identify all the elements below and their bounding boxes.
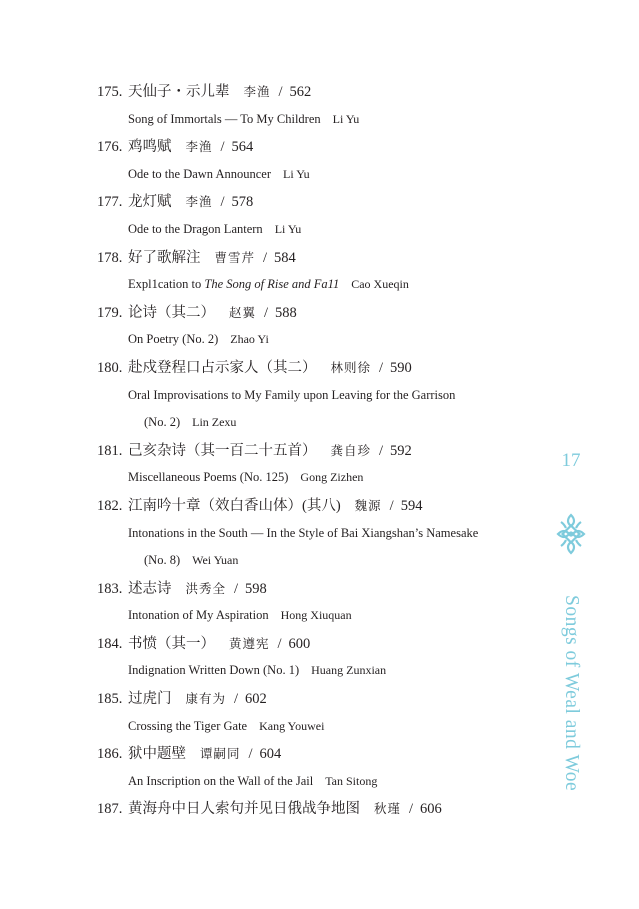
toc-entry-english <box>97 520 537 548</box>
separator: / <box>379 359 384 376</box>
chinese-title: 江南吟十章（效白香山体）(其八) <box>128 497 341 514</box>
separator: / <box>220 194 225 211</box>
toc-entry-english <box>97 382 537 410</box>
english-author: Huang Zunxian <box>311 663 387 678</box>
english-author: Li Yu <box>283 166 310 181</box>
toc-entry-english <box>97 216 537 244</box>
chinese-title: 过虎门 <box>128 691 172 708</box>
chinese-title: 好了歌解注 <box>128 249 201 266</box>
separator: / <box>409 801 414 818</box>
toc-entry-chinese <box>97 354 537 382</box>
page-ref: 588 <box>275 304 297 321</box>
chinese-title: 狱中题壁 <box>128 746 186 763</box>
english-title: On Poetry (No. 2) <box>128 332 219 347</box>
english-title: (No. 2) <box>144 415 181 430</box>
entry-number: 178. <box>97 249 123 266</box>
page-ref: 602 <box>245 691 267 708</box>
page-ref: 590 <box>390 359 412 376</box>
english-author: Li Yu <box>274 221 302 236</box>
english-title: Crossing the Tiger Gate <box>128 718 248 733</box>
toc-entry-chinese <box>97 188 537 216</box>
separator: / <box>264 304 269 321</box>
page-ref: 600 <box>288 635 311 652</box>
english-author: Wei Yuan <box>192 553 239 568</box>
english-title: Miscellaneous Poems (No. 125) <box>128 470 289 485</box>
toc-entry-chinese <box>97 630 537 658</box>
english-title: Ode to the Dawn Announcer <box>128 166 272 181</box>
toc-entry-chinese <box>97 575 537 603</box>
english-title: Intonation of My Aspiration <box>128 608 269 623</box>
toc-entry-chinese <box>97 299 537 327</box>
chinese-author: 龚自珍 <box>330 442 372 458</box>
toc-entry-chinese <box>97 492 537 520</box>
toc-entry-chinese <box>97 244 537 272</box>
english-author: Gong Zizhen <box>300 470 364 485</box>
toc-entry-chinese <box>97 78 537 106</box>
toc-entry-english <box>97 161 537 189</box>
entry-number: 177. <box>97 194 123 211</box>
english-author: Cao Xueqin <box>351 277 409 292</box>
page-ref: 564 <box>231 139 254 156</box>
chinese-title: 论诗（其二） <box>128 304 215 321</box>
chinese-author: 魏源 <box>354 497 382 513</box>
english-title: Song of Immortals — To My Children <box>128 111 321 126</box>
chinese-title: 书愤（其一） <box>128 635 215 652</box>
english-author: Hong Xiuquan <box>280 608 352 623</box>
separator: / <box>379 442 384 459</box>
chinese-title: 述志诗 <box>128 580 172 597</box>
page-ref: 578 <box>231 194 254 211</box>
separator: / <box>234 580 239 597</box>
english-title: Indignation Written Down (No. 1) <box>128 663 300 678</box>
toc-entry-chinese <box>97 795 537 823</box>
chinese-author: 李渔 <box>185 194 213 210</box>
chinese-author: 林则徐 <box>330 359 372 375</box>
toc-entry-english <box>97 657 537 685</box>
toc-entry-english <box>97 547 537 575</box>
english-author: Zhao Yi <box>230 332 269 347</box>
english-author: Tan Sitong <box>325 773 378 788</box>
page-ref: 594 <box>400 497 423 514</box>
chinese-title: 己亥杂诗（其一百二十五首） <box>128 442 317 459</box>
chinese-author: 洪秀全 <box>185 580 227 596</box>
separator: / <box>248 746 253 763</box>
chinese-author: 李渔 <box>243 84 271 99</box>
separator: / <box>234 691 239 708</box>
page-ref: 584 <box>274 249 296 266</box>
english-title: Intonations in the South — In the Style of Bai Xiangshan’s Namesake <box>128 525 479 540</box>
separator: / <box>389 497 394 514</box>
toc-entry-chinese <box>97 740 537 768</box>
entry-number: 184. <box>97 635 123 652</box>
page-ref: 604 <box>259 746 282 763</box>
english-author: Li Yu <box>332 111 360 126</box>
toc-entry-english <box>97 409 537 437</box>
toc-entry-english <box>97 326 537 354</box>
section-title: Songs of Weal and Woe <box>561 595 582 792</box>
entry-number: 176. <box>97 139 123 156</box>
page-number: 17 <box>561 450 581 471</box>
page-ref: 562 <box>289 84 312 100</box>
english-title: Oral Improvisations to My Family upon Leaving for the Garrison <box>128 387 456 402</box>
separator: / <box>277 635 282 652</box>
english-title: Expl1cation to <box>128 277 205 292</box>
entry-number: 182. <box>97 497 123 514</box>
entry-number: 181. <box>97 442 123 459</box>
chinese-author: 谭嗣同 <box>200 746 241 762</box>
floral-knot-ornament-icon <box>555 512 587 556</box>
chinese-author: 秋瑾 <box>374 801 402 817</box>
separator: / <box>278 84 283 100</box>
toc-entry-chinese <box>97 685 537 713</box>
english-author: Kang Youwei <box>259 718 325 733</box>
english-title-italic: The Song of Rise and Fa11 <box>204 277 340 292</box>
toc-entry-english <box>97 602 537 630</box>
toc-entry-english <box>97 106 537 134</box>
chinese-author: 黄遵宪 <box>229 635 270 651</box>
entry-number: 183. <box>97 580 123 597</box>
english-title: Ode to the Dragon Lantern <box>128 221 263 236</box>
toc-entry-english <box>97 271 537 299</box>
page-ref: 606 <box>420 801 442 818</box>
chinese-author: 李渔 <box>185 139 213 155</box>
chinese-title: 赴戍登程口占示家人（其二） <box>128 359 317 376</box>
page-ref: 592 <box>390 442 412 459</box>
separator: / <box>220 139 225 156</box>
chinese-title: 龙灯赋 <box>128 194 172 211</box>
entry-number: 175. <box>97 84 123 100</box>
english-author: Lin Zexu <box>192 415 237 430</box>
toc-entry-chinese <box>97 437 537 465</box>
english-title: (No. 8) <box>144 553 181 568</box>
page-ref: 598 <box>245 580 267 597</box>
entry-number: 180. <box>97 359 123 376</box>
chinese-title: 黄海舟中日人索句并见日俄战争地图 <box>128 801 360 818</box>
entry-number: 186. <box>97 746 123 763</box>
toc-entry-english <box>97 713 537 741</box>
toc-entry-chinese <box>97 133 537 161</box>
english-title: An Inscription on the Wall of the Jail <box>128 773 314 788</box>
chinese-author: 曹雪芹 <box>214 249 256 265</box>
entry-number: 185. <box>97 691 123 708</box>
separator: / <box>263 249 268 266</box>
chinese-author: 赵翼 <box>229 304 257 320</box>
toc-entry-english <box>97 768 537 796</box>
chinese-title: 天仙子・示儿辈 <box>128 84 230 100</box>
entry-number: 179. <box>97 304 123 321</box>
chinese-title: 鸡鸣赋 <box>128 139 172 156</box>
chinese-author: 康有为 <box>185 691 227 707</box>
toc-entry-english <box>97 464 537 492</box>
table-of-contents <box>97 78 537 823</box>
entry-number: 187. <box>97 801 123 818</box>
